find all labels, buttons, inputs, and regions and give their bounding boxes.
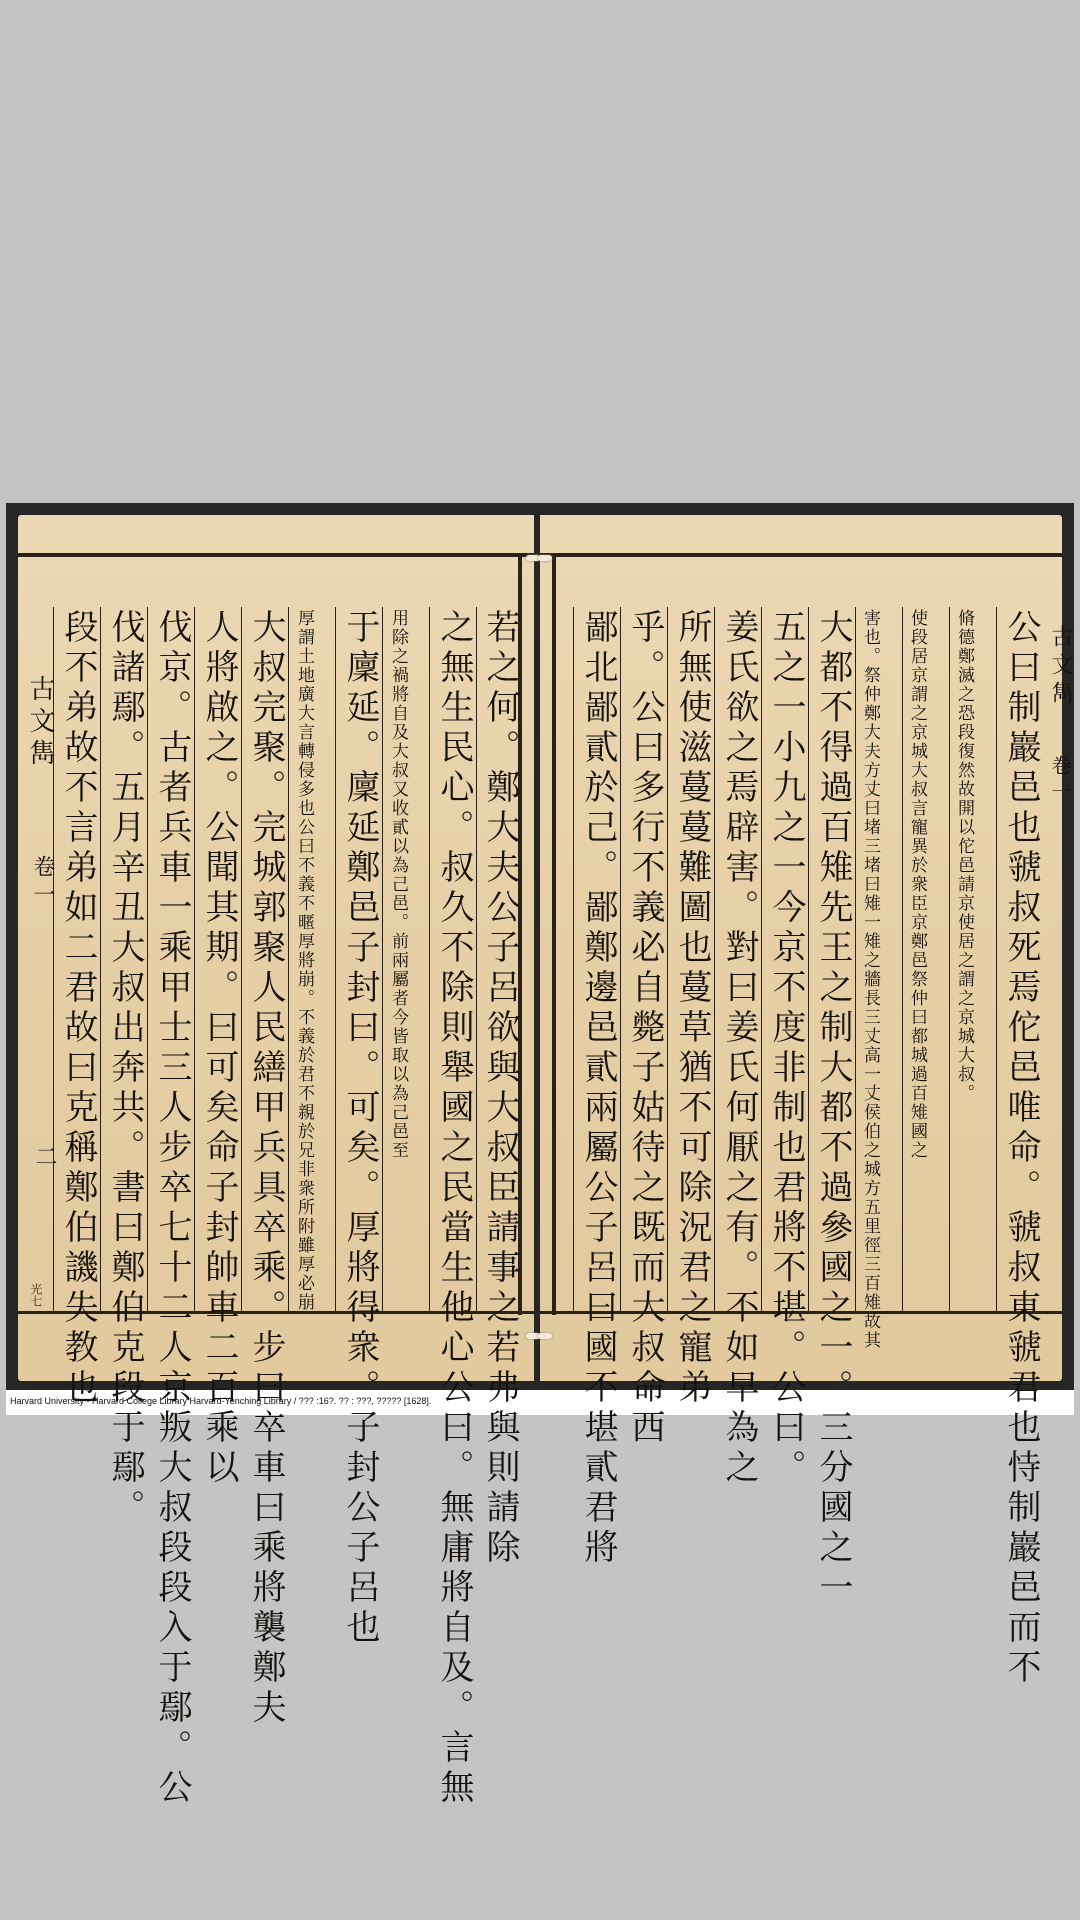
document-viewer xyxy=(6,503,1074,1809)
text-column-4: 害也。祭仲鄭大夫方丈曰堵三堵曰雉一雉之牆長三丈高一丈侯伯之城方五里徑三百雉故其 xyxy=(860,609,880,1350)
text-column-6: 大叔完聚。完城郭聚人民繕甲兵具卒乘。步曰卒車曰乘將襲鄭夫 xyxy=(246,609,286,1729)
top-border xyxy=(540,553,1062,557)
text-column-3: 用除之禍將自及大叔又收貳以為己邑。前兩屬者今皆取以為己邑至 xyxy=(388,609,408,1160)
text-column-1: 公曰制巖邑也虢叔死焉佗邑唯命。虢叔東虢君也恃制巖邑而不 xyxy=(1001,609,1041,1689)
margin-title: 古文雋 xyxy=(25,675,55,771)
volume-label: 卷一 xyxy=(1048,755,1072,807)
text-column-7: 人將啟之。公聞其期。曰可矣命子封帥車二百乘以 xyxy=(199,609,239,1489)
binding-stitch xyxy=(538,555,552,561)
text-column-5: 厚謂土地廣大言轉侵多也公曰不義不暱厚將崩。不義於君不親於兄非衆所附雖厚必崩 xyxy=(294,609,314,1312)
text-column-6: 五之一小九之一今京不度非制也君將不堪。公曰。 xyxy=(766,609,806,1489)
text-column-4: 于廩延。廩延鄭邑子封曰。可矣。厚將得衆。子封公子呂也 xyxy=(340,609,380,1649)
text-column-9: 伐諸鄢。五月辛丑大叔出奔共。書曰鄭伯克段于鄢。 xyxy=(105,609,145,1529)
text-column-3: 使段居京謂之京城大叔言寵異於衆臣京鄭邑祭仲曰都城過百雉國之 xyxy=(907,609,927,1160)
right-page xyxy=(540,515,1073,1689)
text-column-7: 姜氏欲之焉辟害。對曰姜氏何厭之有。不如早為之 xyxy=(719,609,759,1489)
volume-label: 卷一 xyxy=(30,855,55,911)
text-column-2: 脩德鄭滅之恐段復然故開以佗邑請京使居之謂之京城大叔。 xyxy=(954,609,974,1103)
gutter-border xyxy=(552,553,556,1315)
text-column-2: 之無生民心。叔久不除則舉國之民當生他心公曰。無庸將自及。言無 xyxy=(434,609,474,1809)
corner-mark: 光七 xyxy=(29,1283,43,1307)
text-column-5: 大都不得過百雉先王之制大都不過參國之一。三分國之一 xyxy=(813,609,853,1609)
top-border xyxy=(18,553,534,557)
text-column-10: 鄙北鄙貳於己。鄙鄭邊邑貳兩屬公子呂曰國不堪貳君將 xyxy=(578,609,618,1569)
text-column-8: 所無使滋蔓蔓難圖也蔓草猶不可除況君之寵弟 xyxy=(672,609,712,1409)
text-column-8: 伐京。古者兵車一乘甲士三人步卒七十二人京叛大叔段段入于鄢。公 xyxy=(152,609,192,1809)
text-column-10: 段不弟故不言弟如二君故曰克稱鄭伯譏失教也 xyxy=(58,609,98,1409)
page-number: 二 xyxy=(32,1145,57,1173)
margin-title: 古文雋 xyxy=(1048,625,1073,709)
image-caption: Harvard University - Harvard College Library Harvard-Yenching Library / ??? :16?. ?? : ???, ????? [1628]. xyxy=(10,1396,432,1406)
text-column-1: 若之何。鄭大夫公子呂欲與大叔臣請事之若弗與則請除 xyxy=(480,609,520,1569)
binding-stitch xyxy=(538,1333,552,1339)
text-column-9: 乎。公曰多行不義必自斃子姑待之既而大叔命西 xyxy=(625,609,665,1449)
